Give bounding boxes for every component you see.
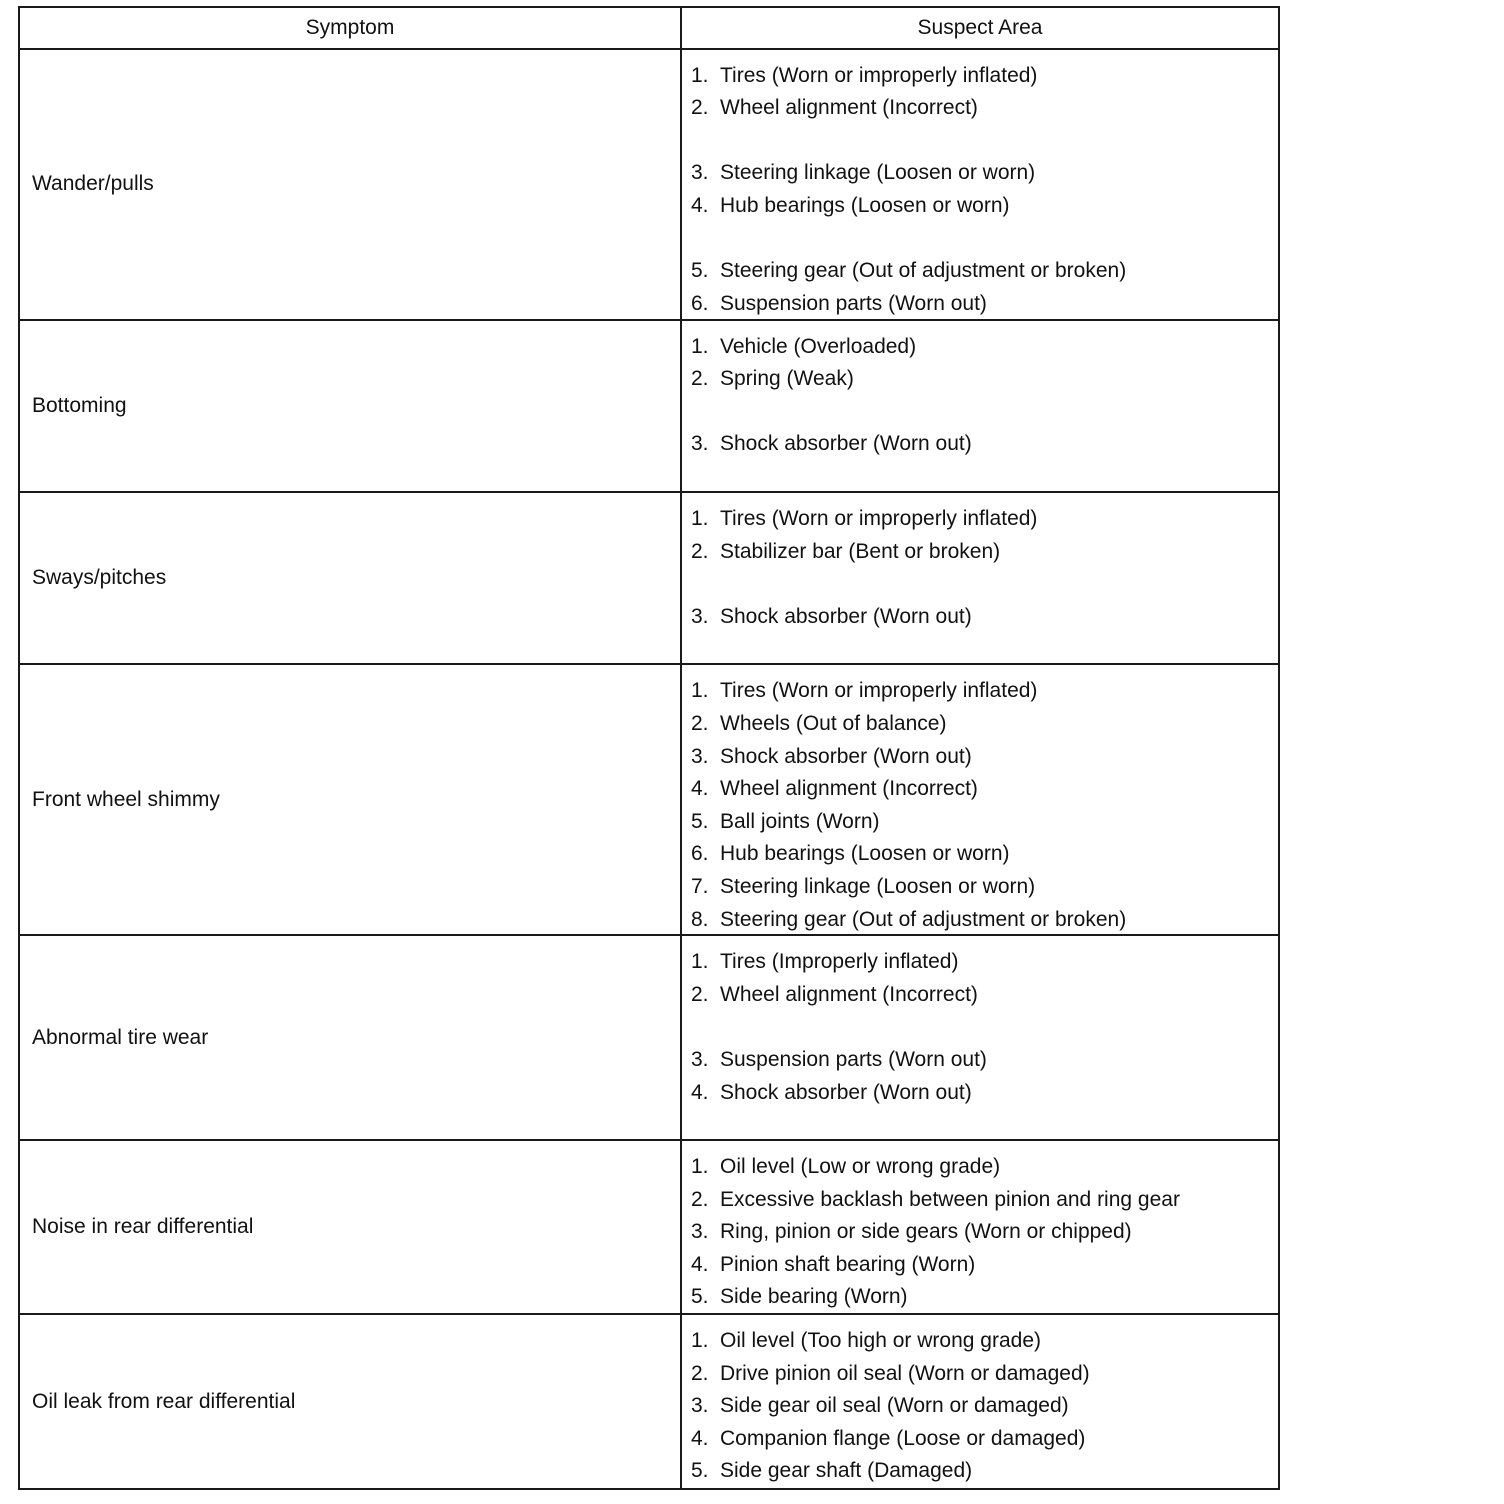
spacer — [691, 125, 1278, 158]
suspect-area-item — [691, 675, 1278, 708]
suspect-area-item — [691, 190, 1278, 223]
suspect-area-cell — [682, 493, 1278, 663]
item-text: Steering gear (Out of adjustment or broken) — [720, 259, 1127, 283]
item-text: Wheels (Out of balance) — [720, 712, 947, 736]
suspect-area-item — [691, 92, 1278, 125]
item-number: 1. — [691, 63, 709, 87]
suspect-area-item — [691, 1455, 1278, 1488]
symptom-text: Sways/pitches — [32, 566, 167, 590]
item-number: 7. — [691, 875, 709, 899]
item-text: Ring, pinion or side gears (Worn or chipped) — [720, 1220, 1132, 1244]
item-text: Steering linkage (Loosen or worn) — [720, 875, 1036, 899]
item-number: 1. — [691, 1329, 709, 1353]
item-text: Wheel alignment (Incorrect) — [720, 96, 978, 120]
spacer — [691, 223, 1278, 256]
suspect-area-item — [691, 1249, 1278, 1282]
header-row — [20, 8, 1278, 50]
item-text: Steering linkage (Loosen or worn) — [720, 161, 1036, 185]
item-number: 1. — [691, 679, 709, 703]
header-symptom: Symptom — [20, 8, 682, 48]
item-number: 2. — [691, 96, 709, 120]
item-text: Steering gear (Out of adjustment or broken) — [720, 907, 1127, 931]
table-row — [20, 1141, 1278, 1315]
suspect-area-item — [691, 536, 1278, 569]
item-text: Companion flange (Loose or damaged) — [720, 1426, 1086, 1450]
item-number: 4. — [691, 1252, 709, 1276]
item-text: Shock absorber (Worn out) — [720, 744, 972, 768]
header-suspect-area: Suspect Area — [917, 15, 1043, 39]
suspect-area-item — [691, 1325, 1278, 1358]
symptom-text: Oil leak from rear differential — [32, 1389, 296, 1413]
troubleshooting-table — [18, 6, 1280, 1490]
suspect-area-cell — [682, 321, 1278, 492]
suspect-area-item — [691, 363, 1278, 396]
symptom-cell — [20, 1315, 682, 1488]
symptom-cell — [20, 493, 682, 663]
suspect-area-cell — [682, 50, 1278, 319]
item-text: Stabilizer bar (Bent or broken) — [720, 540, 1001, 564]
item-text: Spring (Weak) — [720, 367, 854, 391]
item-number: 5. — [691, 1285, 709, 1309]
suspect-area-cell — [682, 1315, 1278, 1488]
suspect-area-item — [691, 741, 1278, 774]
item-text: Vehicle (Overloaded) — [720, 334, 917, 358]
item-number: 1. — [691, 507, 709, 531]
item-text: Tires (Worn or improperly inflated) — [720, 507, 1038, 531]
symptom-cell — [20, 321, 682, 492]
symptom-cell — [20, 50, 682, 319]
item-number: 3. — [691, 744, 709, 768]
item-number: 5. — [691, 1459, 709, 1483]
suspect-area-item — [691, 1281, 1278, 1314]
item-number: 3. — [691, 1394, 709, 1418]
suspect-area-cell — [682, 1141, 1278, 1313]
item-text: Shock absorber (Worn out) — [720, 1080, 972, 1104]
suspect-area-item — [691, 904, 1278, 937]
item-number: 2. — [691, 367, 709, 391]
item-text: Tires (Worn or improperly inflated) — [720, 679, 1038, 703]
symptom-text: Bottoming — [32, 394, 127, 417]
item-text: Suspension parts (Worn out) — [720, 1048, 987, 1072]
suspect-area-item — [691, 708, 1278, 741]
item-text: Shock absorber (Worn out) — [720, 432, 972, 456]
suspect-area-cell — [682, 665, 1278, 934]
spacer — [691, 1012, 1278, 1045]
item-text: Tires (Worn or improperly inflated) — [720, 63, 1038, 87]
item-number: 2. — [691, 712, 709, 736]
table-row — [20, 665, 1278, 936]
suspect-area-item — [691, 1077, 1278, 1110]
suspect-area-item — [691, 871, 1278, 904]
symptom-text: Noise in rear differential — [32, 1215, 254, 1239]
item-text: Oil level (Too high or wrong grade) — [720, 1329, 1041, 1353]
item-text: Side gear shaft (Damaged) — [720, 1459, 973, 1483]
suspect-area-item — [691, 428, 1278, 461]
item-number: 1. — [691, 1155, 709, 1179]
item-text: Pinion shaft bearing (Worn) — [720, 1252, 976, 1276]
suspect-area-item — [691, 60, 1278, 93]
suspect-area-item — [691, 1044, 1278, 1077]
item-text: Hub bearings (Loosen or worn) — [720, 842, 1010, 866]
table-row — [20, 50, 1278, 321]
item-number: 4. — [691, 1080, 709, 1104]
item-number: 4. — [691, 1426, 709, 1450]
table-row — [20, 321, 1278, 494]
item-text: Oil level (Low or wrong grade) — [720, 1155, 1001, 1179]
suspect-area-item — [691, 288, 1278, 321]
suspect-area-item — [691, 979, 1278, 1012]
suspect-area-item — [691, 503, 1278, 536]
item-number: 3. — [691, 1048, 709, 1072]
item-text: Tires (Improperly inflated) — [720, 950, 959, 974]
suspect-area-item — [691, 773, 1278, 806]
item-number: 3. — [691, 605, 709, 629]
item-number: 2. — [691, 1361, 709, 1385]
item-text: Side gear oil seal (Worn or damaged) — [720, 1394, 1069, 1418]
item-number: 2. — [691, 540, 709, 564]
suspect-area-item — [691, 838, 1278, 871]
item-text: Shock absorber (Worn out) — [720, 605, 972, 629]
item-number: 4. — [691, 777, 709, 801]
item-number: 5. — [691, 809, 709, 833]
symptom-cell — [20, 936, 682, 1139]
item-text: Suspension parts (Worn out) — [720, 291, 987, 315]
item-number: 4. — [691, 193, 709, 217]
item-number: 3. — [691, 1220, 709, 1244]
table-row — [20, 936, 1278, 1141]
suspect-area-item — [691, 331, 1278, 364]
symptom-text: Wander/pulls — [32, 172, 154, 196]
symptom-cell — [20, 665, 682, 934]
item-number: 6. — [691, 842, 709, 866]
spacer — [691, 396, 1278, 429]
item-number: 5. — [691, 259, 709, 283]
suspect-area-item — [691, 1151, 1278, 1184]
item-number: 8. — [691, 907, 709, 931]
symptom-text: Front wheel shimmy — [32, 787, 220, 811]
item-text: Wheel alignment (Incorrect) — [720, 983, 978, 1007]
suspect-area-item — [691, 1358, 1278, 1391]
suspect-area-item — [691, 806, 1278, 839]
suspect-area-item — [691, 1184, 1278, 1217]
item-number: 6. — [691, 291, 709, 315]
suspect-area-cell — [682, 936, 1278, 1139]
symptom-text: Abnormal tire wear — [32, 1025, 209, 1049]
item-number: 1. — [691, 950, 709, 974]
item-number: 1. — [691, 334, 709, 358]
suspect-area-item — [691, 1216, 1278, 1249]
item-number: 3. — [691, 432, 709, 456]
suspect-area-item — [691, 1390, 1278, 1423]
suspect-area-item — [691, 1423, 1278, 1456]
item-text: Wheel alignment (Incorrect) — [720, 777, 978, 801]
suspect-area-item — [691, 255, 1278, 288]
table-row — [20, 1315, 1278, 1488]
item-number: 2. — [691, 1187, 709, 1211]
item-text: Drive pinion oil seal (Worn or damaged) — [720, 1361, 1090, 1385]
symptom-cell — [20, 1141, 682, 1313]
item-text: Excessive backlash between pinion and ring gear — [720, 1187, 1180, 1211]
suspect-area-item — [691, 601, 1278, 634]
item-text: Side bearing (Worn) — [720, 1285, 908, 1309]
item-number: 2. — [691, 983, 709, 1007]
table-row — [20, 493, 1278, 665]
item-text: Ball joints (Worn) — [720, 809, 880, 833]
suspect-area-item — [691, 946, 1278, 979]
item-text: Hub bearings (Loosen or worn) — [720, 193, 1010, 217]
spacer — [691, 569, 1278, 602]
item-number: 3. — [691, 161, 709, 185]
suspect-area-item — [691, 157, 1278, 190]
